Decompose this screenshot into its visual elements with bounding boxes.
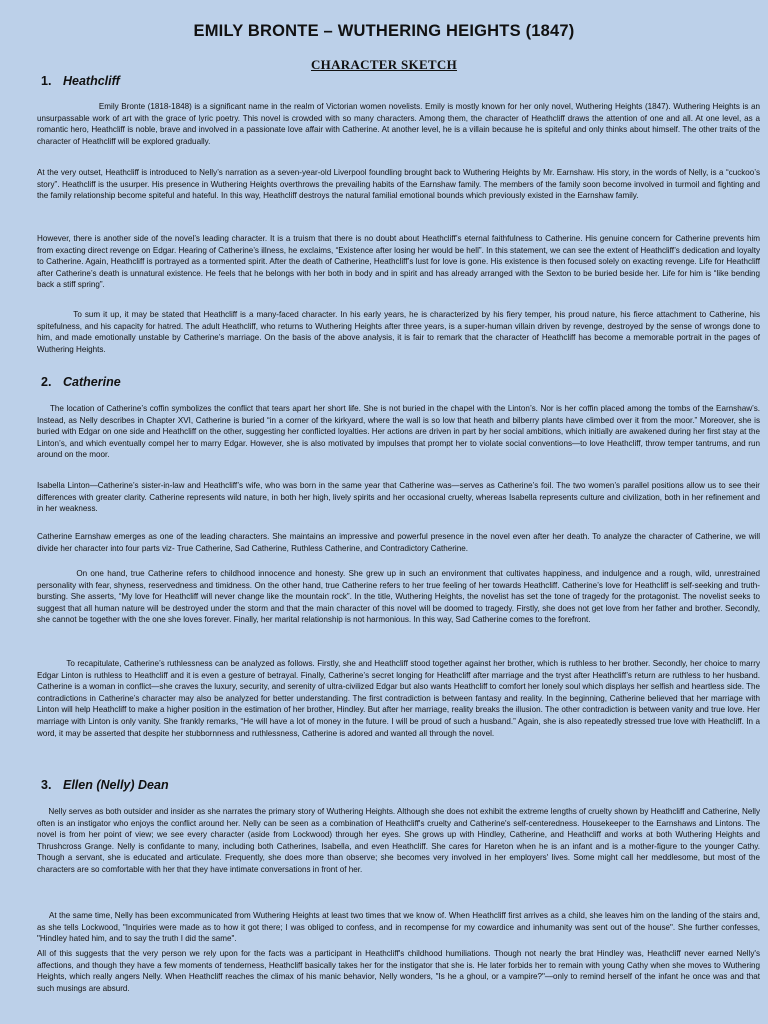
section-title: Catherine — [63, 375, 121, 389]
document-subtitle: CHARACTER SKETCH — [310, 57, 458, 72]
section-heading-heathcliff — [41, 74, 120, 88]
section-heading-nelly-dean — [41, 778, 169, 792]
paragraph: To sum it up, it may be stated that Heathcliff is a many-faced character. In his early years, he is characterized by his fiery temper, his proud nature, his fierce attachment to Catherine, his spitefulness, and his capacity for hatred. The adult Heathcliff, who returns to Wuthering Heights after three years, is a super-human villain driven by revenge, destroyed by the sense of wrongs done to him, and made emotionally unstable by Catherine’s marriage. On the basis of the above analysis, it is fair to remark that the character of Heathcliff has become a memorable portrait in the pages of Wuthering Heights. — [37, 310, 763, 354]
section-number: 2. — [41, 375, 52, 389]
paragraph: Isabella Linton—Catherine’s sister-in-law and Heathcliff’s wife, who was born in the same year that Catherine was—serves as Catherine’s foil. The two women’s parallel positions allow us to see their differences with greater clarity. Catherine represents wild nature, in both her high, lively spirits and her occasional cruelty, whereas Isabella represents culture and civilization, both in her refinement and in her weakness. — [37, 481, 760, 514]
paragraph: To recapitulate, Catherine’s ruthlessness can be analyzed as follows. Firstly, she and Heathcliff stood together against her brother, which is ruthless to her brother. Secondly, her choice to marry Edgar Linton is ruthless to Heathcliff and it is even a gesture of betrayal. Finally, Catherine’s secret longing for Heathcliff after marriage and the tryst after Heathcliff’s return are ruthless to her husband. Catherine is a woman in conflict—she craves the luxury, security, and serenity of ultra-civilized Edgar but also wants Heathcliff to comfort her lonely soul which displays her selfish and heartless side. The contradictions in Catherine’s character may also be analyzed for better understanding. The first contradiction is between fantasy and reality. In the beginning, Catherine believed that her marriage with Linton will help Heathcliff to make a higher position in the estimation of her brother, Hindley. But after her marriage, reality breaks the illusion. The other contradiction is between vanity and true love. Her marriage with Linton is only vanity. She frankly remarks, “He will have a lot of money in the future. I will be proud of such a husband.” Again, she is also repeatedly stressed true love with Heathcliff. In a word, it may be asserted that despite her stubbornness and ruthlessness, Catherine is adored and wanted all through the novel. — [37, 659, 763, 738]
paragraph: On one hand, true Catherine refers to childhood innocence and honesty. She grew up in such an environment that cultivates happiness, and indulgence and a rough, wild, unrestrained personality with fear, shyness, reservedness and timidness. On the other hand, true Catherine refers to her true feeling of her towards Heathcliff. Catherine’s love for Heathcliff is self-seeking and truth-bursting. She asserts, “My love for Heathcliff will never change like the mountain rock”. In the title, Wuthering Heights, the novelist has set the tone of tragedy for the protagonist. The novelist seeks to suggest that all human nature will be destroyed under the storm and that the main character of this novel will be doomed to tragedy. Firstly, she does not get love from her father and brother. Secondly, she cannot be together with the one she loves forever. Finally, her marital relationship is not harmonious. In this way, Sad Catherine comes to the forefront. — [37, 569, 763, 625]
section-number: 1. — [41, 74, 52, 88]
document-title: EMILY BRONTE – WUTHERING HEIGHTS (1847) — [193, 22, 575, 40]
paragraph: However, there is another side of the novel’s leading character. It is a truism that there is no doubt about Heathcliff’s eternal faithfulness to Catherine. His genuine concern for Catherine prevents him from exacting direct revenge on Edgar. Hearing of Catherine’s illness, he exclaims, “Existence after losing her would be hell”. In this statement, we can see the extent of Heathcliff’s dedication and loyalty to Catherine. Again, Heathcliff is portrayed as a tormented spirit. After the death of Catherine, Heathcliff’s lust for love is gone. His existence is then focused solely on exacting revenge. Life for Heathcliff after Catherine’s death is unnatural existence. He feels that he belongs with her both in body and in spirit and has already arranged with the Sexton to be buried beside her. Life for him is “like bending back a stiff spring”. — [37, 234, 760, 290]
paragraph: At the very outset, Heathcliff is introduced to Nelly’s narration as a seven-year-old Liverpool foundling brought back to Wuthering Heights by Mr. Earnshaw. His story, in the words of Nelly, is a “cuckoo’s story”. Heathcliff is the usurper. His presence in Wuthering Heights overthrows the prevailing habits of the Earnshaw family. The members of the family soon become involved in turmoil and fighting and the family relationship become spiteful and hateful. In this way, Heathcliff destroys the natural familial emotional bounds which previously existed in the Earnshaw family. — [37, 168, 760, 201]
paragraph: Emily Bronte (1818-1848) is a significant name in the realm of Victorian women novelists. Emily is mostly known for her only novel, Wuthering Heights (1847). Wuthering Heights is an unsurpassable work of art with the grace of lyric poetry. This novel is crowded with so many characters. Among them, the character of Heathcliff draws the attention of one and all. At one level, as a romantic hero, Heathcliff is noble, brave and involved in a passionate love affair with Catherine. At another level, he is a villain because he is spiteful and only thinks about himself. The other traits of the character of Heathcliff will be explored gradually. — [37, 102, 763, 146]
section-title: Heathcliff — [63, 74, 120, 88]
paragraph: All of this suggests that the very person we rely upon for the facts was a participant in Heathcliff's childhood humiliations. Though not nearly the brat Hindley was, Heathcliff never earned Nelly's affections, and though they have a few moments of tenderness, Heathcliff basically takes her for the instigator that she is. He later forbids her to remain with young Cathy when she moves to Wuthering Heights, which really angers Nelly. When Heathcliff reaches the climax of his manic behavior, Nelly wonders, "Is he a ghoul, or a vampire?"—only to remind herself of the infant he once was and that such musings are absurd. — [37, 949, 760, 993]
section-heading-catherine — [41, 375, 121, 389]
paragraph: Catherine Earnshaw emerges as one of the leading characters. She maintains an impressive and powerful presence in the novel even after her death. To analyze the character of Catherine, we will divide her character into four parts viz- True Catherine, Sad Catherine, Ruthless Catherine, and Contradictory Catherine. — [37, 532, 760, 553]
paragraph: Nelly serves as both outsider and insider as she narrates the primary story of Wuthering Heights. Although she does not exhibit the extreme lengths of cruelty shown by Heathcliff and Catherine, Nelly often is an instigator who enjoys the conflict around her. Nelly can be seen as a combination of Heathcliff's cruelty and Catherine's self-centeredness. Housekeeper to the Earnshaws and Lintons. The novel is from her point of view; we see every character (aside from Lockwood) through her eyes. She grows up with Hindley, Catherine, and Heathcliff and works at both Wuthering Heights and Thrushcross Grange. Nelly is confidante to many, including both Catherines, Isabella, and even Heathcliff. She cares for Hareton when he is an infant and is a mother-figure to the younger Cathy. Though a servant, she is educated and articulate. Frequently, she does more than observe; she becomes very involved in her employers' lives. Some might call her meddlesome, but most of the characters are so comfortable with her that they have intimate conversations in front of her. — [37, 807, 763, 874]
paragraph: At the same time, Nelly has been excommunicated from Wuthering Heights at least two times that we know of. When Heathcliff first arrives as a child, she leaves him on the landing of the stairs and, as she tells Lockwood, "Inquiries were made as to how it got there; I was obliged to confess, and in recompense for my cowardice and inhumanity was sent out of the house". She further confesses, "Hindley hated him, and to say the truth I did the same". — [37, 911, 763, 944]
section-title: Ellen (Nelly) Dean — [63, 778, 169, 792]
paragraph: The location of Catherine’s coffin symbolizes the conflict that tears apart her short life. She is not buried in the chapel with the Linton’s. Nor is her coffin placed among the tombs of the Earnshaw’s. Instead, as Nelly describes in Chapter XVI, Catherine is buried “in a corner of the kirkyard, where the wall is so low that heath and bilberry plants have climbed over it from the moor.” Moreover, she is buried with Edgar on one side and Heathcliff on the other, suggesting her conflicted loyalties. Her actions are driven in part by her social ambitions, which initially are awakened during her first stay at the Linton’s, and which eventually compel her to marry Edgar. However, she is also motivated by impulses that prompt her to violate social conventions—to love Heathcliff, throw temper tantrums, and run around on the moor. — [37, 404, 763, 460]
section-number: 3. — [41, 778, 52, 792]
